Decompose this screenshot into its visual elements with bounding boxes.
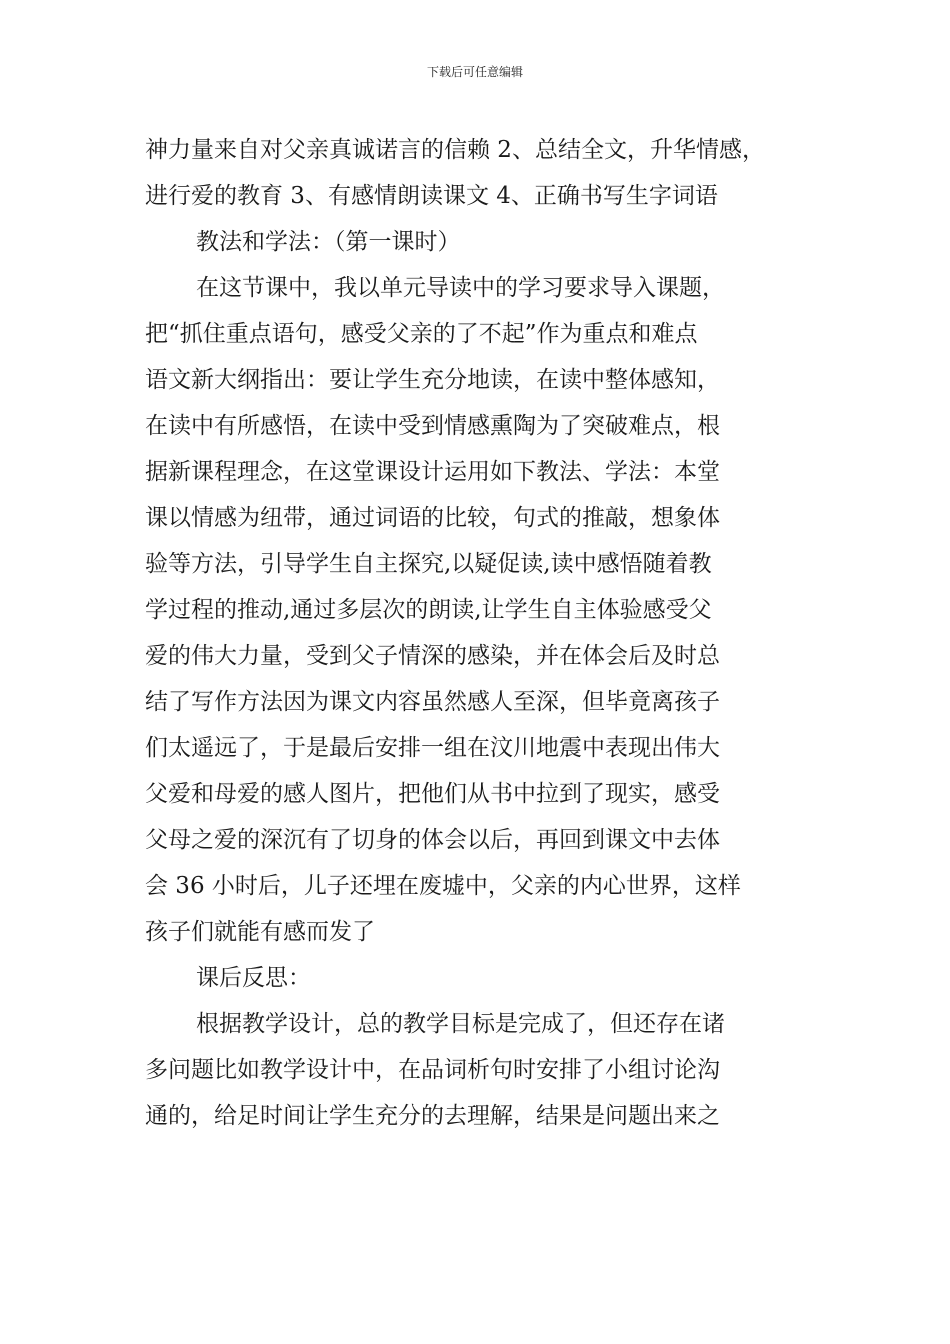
section-heading-methods: 教法和学法：（第一课时）: [196, 229, 461, 255]
body-line: 进行爱的教育 3、有感情朗读课文 4、正确书写生字词语: [145, 183, 718, 209]
body-line: 在这节课中，我以单元导读中的学习要求导入课题，: [196, 275, 725, 301]
body-line: 据新课程理念，在这堂课设计运用如下教法、学法：本堂: [145, 459, 720, 485]
body-line: 验等方法，引导学生自主探究,以疑促读,读中感悟随着教: [145, 551, 712, 577]
body-line: 父母之爱的深沉有了切身的体会以后，再回到课文中去体: [145, 827, 720, 853]
document-body: [145, 127, 815, 1139]
section-heading-reflection: 课后反思：: [196, 965, 311, 991]
body-line: 学过程的推动,通过多层次的朗读,让学生自主体验感受父: [145, 597, 712, 623]
body-line: 通的，给足时间让学生充分的去理解，结果是问题出来之: [145, 1103, 720, 1129]
body-line: 课以情感为纽带，通过词语的比较，句式的推敲，想象体: [145, 505, 720, 531]
body-line: 父爱和母爱的感人图片，把他们从书中拉到了现实，感受: [145, 781, 720, 807]
body-line: 把“抓住重点语句，感受父亲的了不起”作为重点和难点: [145, 321, 698, 347]
page-header: 下载后可任意编辑: [426, 65, 523, 79]
body-line: 会 36 小时后，儿子还埋在废墟中，父亲的内心世界，这样: [145, 873, 741, 899]
body-line: 们太遥远了，于是最后安排一组在汶川地震中表现出伟大: [145, 735, 720, 761]
body-line: 神力量来自对父亲真诚诺言的信赖 2、总结全文，升华情感，: [145, 137, 765, 163]
body-line: 语文新大纲指出：要让学生充分地读，在读中整体感知，: [145, 367, 720, 393]
body-line: 多问题比如教学设计中，在品词析句时安排了小组讨论沟: [145, 1057, 720, 1083]
body-line: 在读中有所感悟，在读中受到情感熏陶为了突破难点，根: [145, 413, 720, 439]
body-line: 孩子们就能有感而发了: [145, 919, 375, 945]
body-line: 爱的伟大力量，受到父子情深的感染，并在体会后及时总: [145, 643, 720, 669]
body-line: 结了写作方法因为课文内容虽然感人至深，但毕竟离孩子: [145, 689, 720, 715]
body-line: 根据教学设计，总的教学目标是完成了，但还存在诸: [196, 1011, 725, 1037]
